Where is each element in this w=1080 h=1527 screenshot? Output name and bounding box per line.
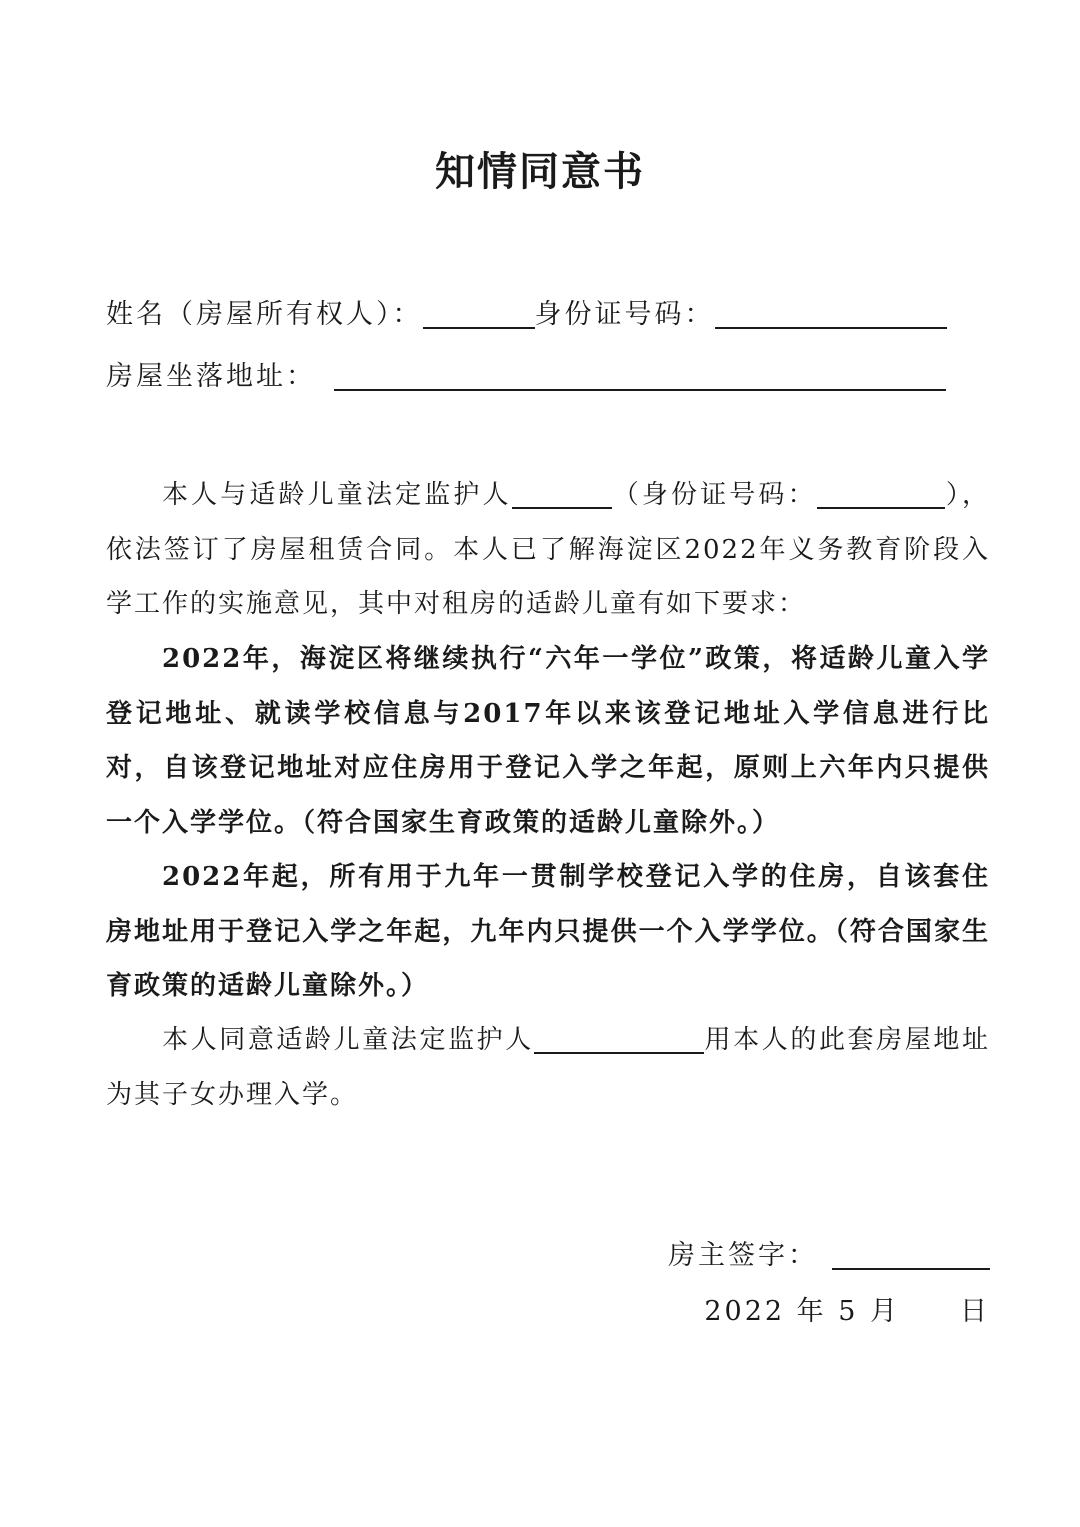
paragraph-consent: [106, 1013, 990, 1122]
owner-info-line: [106, 295, 947, 335]
signature-blank[interactable]: [832, 1238, 990, 1270]
guardian-id-blank[interactable]: [817, 477, 945, 509]
signature-line: [668, 1236, 990, 1276]
address-label: 房屋坐落地址：: [106, 361, 316, 392]
document-title: 知情同意书: [435, 148, 645, 195]
owner-name-blank[interactable]: [423, 297, 535, 329]
address-line: [106, 357, 946, 397]
guardian-name-blank[interactable]: [512, 477, 612, 509]
agreement-text-1: 本人与适龄儿童法定监护人: [162, 480, 512, 510]
paragraph-agreement: [106, 468, 990, 632]
owner-name-label: 姓名（房屋所有权人）：: [106, 299, 423, 330]
owner-id-label: 身份证号码：: [534, 299, 715, 330]
address-blank[interactable]: [334, 359, 946, 391]
consent-text-2: 用本人的此套房屋地址为其子女办理入学。: [106, 1025, 990, 1110]
date-line: 2022 年 5 月 日: [704, 1296, 990, 1327]
consent-text-1: 本人同意适龄儿童法定监护人: [162, 1025, 534, 1055]
agreement-text-3: ），依法签订了房屋租赁合同。本人已了解海淀区2022年义务教育阶段入学工作的实施意见，其中对租房的适龄儿童有如下要求：: [106, 480, 990, 619]
paragraph-nine-year-policy: 2022年起，所有用于九年一贯制学校登记入学的住房，自该套住房地址用于登记入学之年起，九年内只提供一个入学学位。（符合国家生育政策的适龄儿童除外。）: [106, 862, 990, 1001]
paragraph-six-year-policy: 2022年，海淀区将继续执行“六年一学位”政策，将适龄儿童入学登记地址、就读学校信息与2017年以来该登记地址入学信息进行比对，自该登记地址对应住房用于登记入学之年起，原则上六年内只提供一个入学学位。（符合国家生育政策的适龄儿童除外。）: [106, 644, 990, 838]
agreement-text-2: （身份证号码：: [611, 480, 817, 510]
consent-guardian-blank[interactable]: [534, 1022, 704, 1054]
owner-id-blank[interactable]: [715, 297, 947, 329]
signature-label: 房主签字：: [668, 1240, 818, 1271]
